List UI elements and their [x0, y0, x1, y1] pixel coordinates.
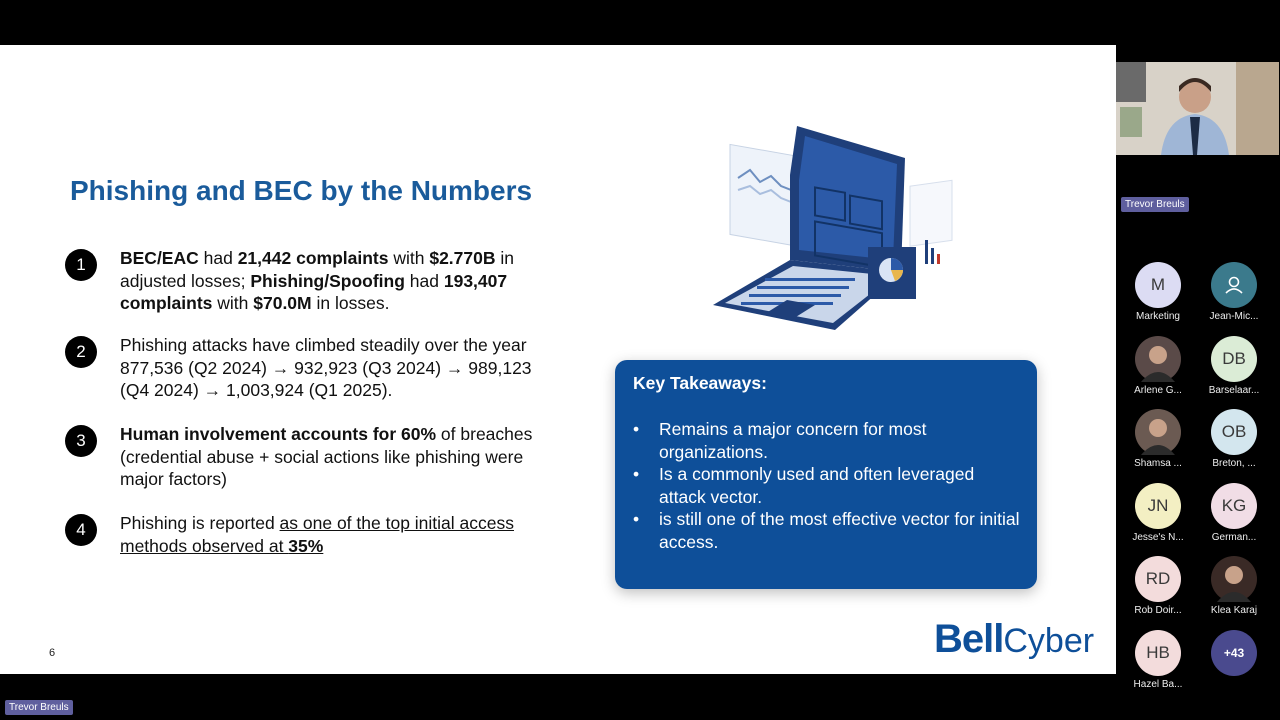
- point-text-segment: Phishing attacks have climbed steadily over the year 877,536 (Q2 2024) → 932,923 (Q3 2024) → 989,123 (Q4 2024) → 1,003,924 (Q1 2025).: [120, 335, 532, 400]
- key-takeaways-box: [615, 360, 1037, 589]
- bell-cyber-logo: BellCyber: [934, 617, 1095, 661]
- key-takeaways-title: Key Takeaways:: [633, 373, 767, 393]
- participant-tile[interactable]: [1196, 556, 1272, 624]
- point-3: [65, 423, 555, 491]
- participant-name: Jesse's N...: [1132, 531, 1184, 543]
- page-number: 6: [49, 647, 56, 659]
- participant-name: Marketing: [1136, 311, 1180, 322]
- point-number: 1: [65, 249, 97, 281]
- point-text-segment: had: [198, 248, 238, 268]
- point-text-segment: $70.0M: [253, 293, 312, 313]
- participant-avatar: HB: [1135, 630, 1181, 676]
- slide-title: Phishing and BEC by the Numbers: [70, 175, 533, 206]
- more-participants-button[interactable]: [1196, 630, 1272, 698]
- point-text: [120, 334, 555, 402]
- point-text: [120, 512, 555, 557]
- participant-tile[interactable]: [1196, 483, 1272, 551]
- point-4: [65, 512, 555, 557]
- participant-name: Jean-Mic...: [1209, 311, 1259, 322]
- participant-tile[interactable]: [1120, 483, 1196, 551]
- point-text: [120, 247, 555, 315]
- speaker-video-frame: [1116, 62, 1279, 155]
- point-text-segment: of breaches (credential abuse + social actions like phishing were major factors): [120, 424, 533, 489]
- takeaway-item: • Remains a major concern for most organizations.: [633, 418, 1023, 463]
- point-text-segment: had: [404, 270, 444, 291]
- speaker-name-tag: Trevor Breuls: [1121, 197, 1189, 212]
- person-icon: [1211, 262, 1257, 308]
- participant-tile[interactable]: [1196, 262, 1272, 330]
- takeaway-item: • Is a commonly used and often leveraged attack vector.: [633, 463, 1023, 508]
- participant-name: Shamsa ...: [1134, 458, 1182, 469]
- laptop-illustration: [705, 120, 965, 335]
- participant-avatar: +43: [1211, 630, 1257, 676]
- participant-name: Arlene G...: [1134, 384, 1182, 396]
- point-text: [120, 423, 555, 491]
- speaker-video[interactable]: [1116, 62, 1279, 155]
- participant-name: Rob Doir...: [1134, 605, 1182, 616]
- participant-avatar: DB: [1211, 336, 1257, 382]
- participant-tile[interactable]: [1120, 630, 1196, 698]
- point-2: [65, 334, 555, 402]
- participant-photo: [1135, 336, 1181, 382]
- participant-avatar: OB: [1211, 409, 1257, 455]
- participant-name: Hazel Ba...: [1133, 678, 1183, 690]
- point-text-segment: BEC/EAC: [120, 248, 199, 268]
- point-text-segment: Phishing is reported: [120, 513, 280, 533]
- point-number: 2: [65, 336, 97, 368]
- participant-avatar: RD: [1135, 556, 1181, 602]
- participant-tile[interactable]: [1120, 409, 1196, 477]
- bar-chart-card: [910, 180, 952, 264]
- point-text-segment: Human involvement accounts for 60%: [120, 424, 437, 444]
- point-text-segment: in losses.: [311, 293, 390, 313]
- participant-photo: [1211, 556, 1257, 602]
- point-text-segment: with: [212, 293, 254, 313]
- point-text-segment: $2.770B: [429, 248, 496, 268]
- participant-avatar: JN: [1135, 483, 1181, 529]
- participant-avatar: KG: [1211, 483, 1257, 529]
- participant-name: German...: [1211, 531, 1257, 543]
- point-text-segment: as one of the top initial access methods observed at: [120, 513, 514, 556]
- takeaway-item: • is still one of the most effective vector for initial access.: [633, 508, 1023, 553]
- self-name-tag: Trevor Breuls: [5, 700, 73, 715]
- key-takeaways-list: [633, 418, 1023, 553]
- participant-tile[interactable]: [1196, 336, 1272, 404]
- participant-name: Klea Karaj: [1210, 605, 1258, 616]
- participant-avatar: M: [1135, 262, 1181, 308]
- participant-tile[interactable]: [1196, 409, 1272, 477]
- participant-tile[interactable]: [1120, 556, 1196, 624]
- point-number: 4: [65, 514, 97, 546]
- participant-name: Barselaar...: [1208, 384, 1260, 396]
- participant-name: Breton, ...: [1212, 458, 1256, 469]
- presentation-slide: [0, 45, 1116, 674]
- point-1: [65, 247, 555, 315]
- point-text-segment: in adjusted losses;: [120, 248, 514, 291]
- participant-tile[interactable]: [1120, 336, 1196, 404]
- point-text-segment: 35%: [288, 535, 324, 556]
- point-text-segment: 193,407 complaints: [120, 270, 508, 313]
- point-number: 3: [65, 425, 97, 457]
- point-text-segment: with: [388, 248, 430, 268]
- point-text-segment: 21,442 complaints: [237, 248, 389, 268]
- point-text-segment: Phishing/Spoofing: [250, 270, 405, 291]
- pie-chart-card: [868, 247, 916, 299]
- participant-tile[interactable]: [1120, 262, 1196, 330]
- participant-photo: [1135, 409, 1181, 455]
